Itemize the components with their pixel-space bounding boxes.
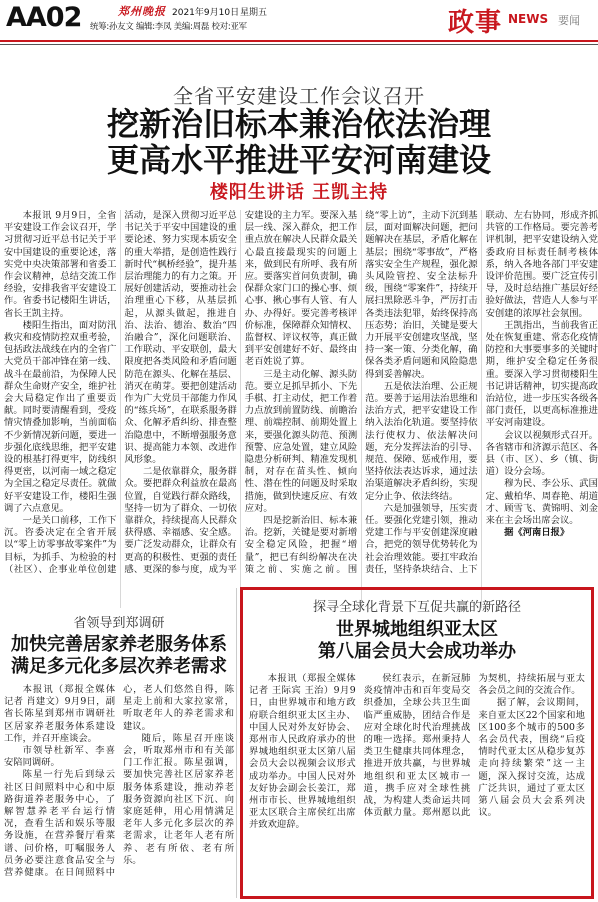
story2-paragraph: 陈星一行先后到绿云社区日间照料中心和中原路街道养老服务中心，了解智慧养老平台运行情况，查看生活和娱乐等服务设施，在营养餐厅看菜谱、问价格，叮嘱服务人员务必要注意食品安全与营养健康。在日间照料中心，老人们悠然自得，陈星走上前和大家拉家常，听取老年人的养老需求和建议。 xyxy=(4,684,234,879)
story3-headline-line-2: 第八届会员大会成功举办 xyxy=(318,641,516,662)
story3-paragraph: 侯红表示，在新冠肺炎疫情冲击和百年变局交织叠加，全球公共卫生面临严重威胁，团结合作是应对全球化时代治理挑战的唯一选择。郑州秉持人类卫生健康共同体理念，推进开放共赢，与世界城地组织和亚太区城市一道，携手应对全球性挑战，为构建人类命运共同体贡献力量。郑州愿以此为契机，持续拓展与亚太各会员之间的交流合作。 xyxy=(363,673,585,819)
lead-paragraph: 五是依法治理、公正规范。要善于运用法治思维和法治方式，把平安建设工作纳入法治化轨道。要坚持依法行使权力、依法解决问题，充分发挥法治的引导、规范、保障、惩戒作用，要坚持依法表达诉求，通过法治渠道解决矛盾纠纷，实现定分止争、依法终结。 xyxy=(365,380,478,502)
lead-kicker: 全省平安建设工作会议召开 xyxy=(173,84,425,108)
lead-headline-line-1: 挖新治旧标本兼治依法治理 xyxy=(106,105,491,143)
lead-paragraph: 四是挖新治旧、标本兼治。挖新，关键是要对新增安全稳定风险，把握“增量”，把已有纠纷解决在决策之前、实施之前。围绕“零上访”，主动下沉到基层，面对面解决问题，把问题解决在基层，矛盾化解在基层；围绕“零事故”，严格落实安全生产规程，强化源头风险管控、安全法标升级，围绕“零案件”，持续开展扫黑除恶斗争，严厉打击各类违法犯罪，始终保持高压态势；治旧，关键是要大力开展平安创建攻坚战，坚持一案一策、分类化解，确保各类矛盾问题和风险隐患得到妥善解决。 xyxy=(244,210,478,575)
lead-paragraph: 会议以视频形式召开。各省辖市和济源示范区、各县（市、区）、乡（镇、街道）设分会场。 xyxy=(485,429,598,478)
issue-date: 2021年9月10日 xyxy=(172,8,240,18)
lead-paragraph: 一是关口前移，工作下沉。咨委决定在全省开展以“零上访零事故零案件”为目标，为抓手、为检验的村（社区）、企事业单位创建活动，是深入贯彻习近平总书记关于平安中国建设的重要论述、努力实现本质安全的重大举措，是创造性践行新时代“枫桥经验”，提升基层治理能力的有力之策。开展好创建活动，要推动社会治理重心下移，从基层抓起，从源头做起，推进自治、法治、德治、数治“四治融合”，深化问题联治、工作联动、平安联创，最大限度把各类风险和矛盾问题防范在源头、化解在基层、消灭在萌芽。要把创建活动作为广大党员干部能力作风的“练兵场”，在联系服务群众、化解矛盾纠纷、排查整治隐患中，不断增强服务意识、提高能力本领、改进作风形象。 xyxy=(4,210,237,575)
story3-headline xyxy=(249,619,585,663)
lead-paragraph: 楼阳生指出，面对防汛救灾和疫情防控双重考验，包括政法战线在内的全省广大党员干部冲锋在第一线、战斗在最前沿，为保障人民群众生命财产安全，维护社会大局稳定作出了重要贡献。同时要清醒看到，受疫情灾情叠加影响，当前面临不少新情况新问题，要进一步强化底线思维，把平安建设的根基打得更牢，防线织得更密，以河南一域之稳定为全国之稳定尽责任。就做好平安建设工作，楼阳生强调了六点意见。 xyxy=(4,319,117,514)
story2-paragraph: 随后，陈星召开座谈会，听取郑州市和有关部门工作汇报。陈星强调，要加快完善社区居家养老服务体系建设，推动养老服务资源向社区下沉、向家庭延伸，用心用情满足老年人多元化多层次的养老需求，让老年人老有所养、老有所依、老有所乐。 xyxy=(123,732,234,866)
story3-headline-line-1: 世界城地组织亚太区 xyxy=(336,619,498,640)
story2-headline-line-2: 满足多元化多层次养老需求 xyxy=(11,656,227,677)
page-code: AA02 xyxy=(6,2,82,33)
lead-paragraph: 王凯指出，当前我省正处在恢复重建、常态化疫情防控和大事要事多的关键时期，维护安全稳定任务很重。要深入学习贯彻楼阳生书记讲话精神，切实提高政治站位，进一步压实各级各部门责任，以更高标准推进平安河南建设。 xyxy=(485,319,598,429)
story2-headline-line-1: 加快完善居家养老服务体系 xyxy=(11,634,227,655)
section-title: 政事 xyxy=(448,8,503,38)
column-divider xyxy=(236,588,237,898)
section-subtitle: 要闻 xyxy=(558,14,580,27)
issue-weekday: 星期五 xyxy=(240,8,268,18)
lead-paragraph: 三是主动化解、源头防范。要立足抓早抓小、下先手棋、打主动仗，把工作着力点放到前置防线、前瞻治理、前端控制、前期处置上来，要强化源头防范、预测预警、应急处置，建立风险隐患分析研判、精准发现机制，对存在苗头性、倾向性、潜在性的问题及时采取措施，做到快速反应、有效应对。 xyxy=(244,368,358,514)
lead-paragraph: 六是加强领导，压实责任。要强化党建引领，推动党建工作与平安创建深度融合，把党的领导优势转化为社会治理效能。要扛牢政治责任，坚持条块结合、上下联动、左右协同，形成齐抓共管的工作格局。要完善考评机制，把平安建设纳入党委政府目标责任制考核体系，纳入各地各部门平安建设评价范围。要广泛宣传引导，及时总结推广基层好经验好做法，营造人人参与平安创建的浓厚社会氛围。 xyxy=(365,210,598,575)
section-english: NEWS xyxy=(508,12,549,26)
story2-paragraph: 市领导杜新军、李喜安陪同调研。 xyxy=(4,745,115,769)
lead-byline: 楼阳生讲话 王凯主持 xyxy=(209,182,389,203)
newspaper-logo: 郑州晚报 xyxy=(118,5,166,18)
lead-headline xyxy=(0,106,598,178)
lead-paragraph: 本报讯 9月9日，全省平安建设工作会议召开，学习贯彻习近平总书记关于平安中国建设的重要论述，落实党中央决策部署和省委工作会议精神，总结交流工作经验，安排我省平安建设工作。省委书记楼阳生讲话，省长王凯主持。 xyxy=(4,210,117,319)
story3-body xyxy=(249,673,585,887)
senior-care-story xyxy=(4,610,234,900)
lead-headline-line-2: 更高水平推进平安河南建设 xyxy=(106,141,491,179)
story2-kicker: 省领导到郑调研 xyxy=(73,616,165,631)
story2-paragraph: 本报讯（郑报全媒体记者 肖建文）9月9日，副省长陈星到郑州市调研社区居家养老服务体系建设工作，并召开座谈会。 xyxy=(4,684,115,744)
story3-kicker: 探寻全球化背景下互促共赢的新路径 xyxy=(312,600,521,615)
story3-paragraph: 本报讯（郑报全媒体记者 王际宾 王治）9月9日，由世界城市和地方政府联合组织亚太区主办、中国人民对外友好协会、郑州市人民政府承办的世界城地组织亚太区第八届会员大会以视频会议形式成功举办。中国人民对外友好协会副会长姜江，郑州市市长、世界城地组织亚太区联合主席侯红出席并致欢迎辞。 xyxy=(249,673,356,831)
lead-paragraph: 穆为民、李公乐、武国定、戴柏华、周春艳、胡道才、顾雪飞、黄锦明、刘金来在主会场出席会议。 xyxy=(485,478,598,527)
header-rule-red xyxy=(0,40,598,42)
uclg-conference-story xyxy=(240,587,594,899)
lead-article-body xyxy=(4,210,598,608)
story2-headline xyxy=(4,634,234,678)
masthead xyxy=(0,0,598,52)
lead-paragraph: 二是依靠群众，服务群众。要把群众利益放在最高位置，自觉践行群众路线，坚持一切为了群众、一切依靠群众，持续提高人民群众获得感、幸福感、安全感。要广泛发动群众，让群众有更高的积极性、更强的责任感、更深的参与度，成为平安建设的主力军。要深入基层一线、深入群众，把工作重点放在解决人民群众最关心最直接最现实的问题上来，做到民有所呼、我有所应。要落实首问负责制，确保群众家门口的操心事、烦心事、揪心事有人管、有人办、办得好。要完善考核评价标准，保障群众知情权、监督权、评议权等，真正做到平安创建好不好、最终由老百姓说了算。 xyxy=(124,210,358,575)
header-rule-thin xyxy=(0,44,598,45)
lead-source: 据《河南日报》 xyxy=(504,527,570,539)
staff-credits: 统筹:孙友文 编辑:李凤 美编:周磊 校对:亚军 xyxy=(90,21,247,31)
story2-body xyxy=(4,684,234,900)
story3-paragraph: 据了解，会议期间，来自亚太区22个国家和地区100多个城市的500多名会员代表，围绕“后疫情时代亚太区从稳步复苏走向持续繁荣”这一主题，深入探讨交流，达成广泛共识，通过了亚太区第八届会员大会系列决议。 xyxy=(478,697,585,819)
